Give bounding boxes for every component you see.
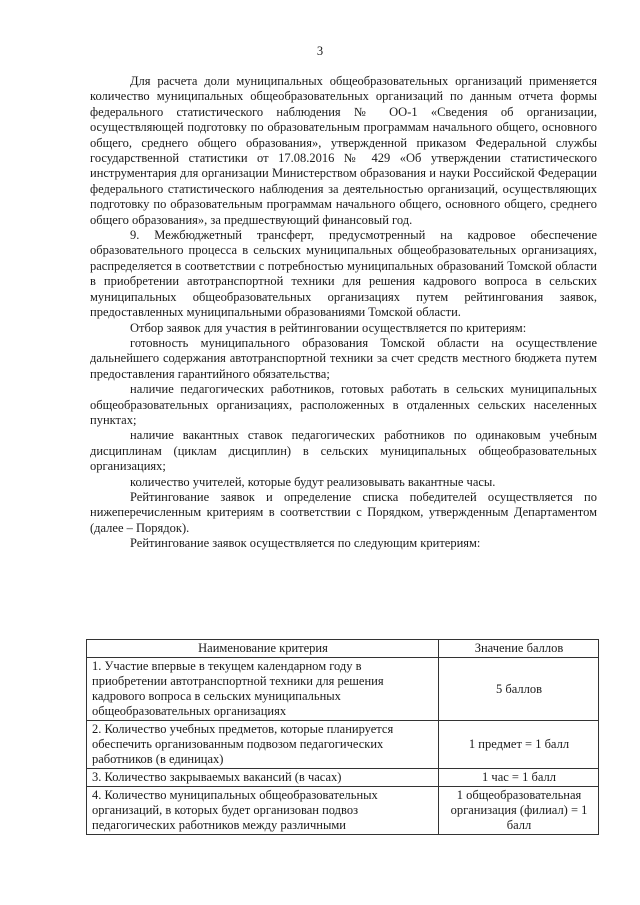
table-row: [87, 769, 599, 787]
paragraph-criterion-vacancies: наличие вакантных ставок педагогических работников по одинаковым учебным дисциплинам (циклам дисциплин) в сельских муниципальных общеобразовательных организациях;: [90, 428, 597, 474]
score-cell: 1 час = 1 балл: [439, 769, 599, 787]
criterion-cell: 2. Количество учебных предметов, которые планируется обеспечить организованным подвозом педагогических работников (в единицах): [87, 721, 439, 769]
criterion-cell: 3. Количество закрываемых вакансий (в часах): [87, 769, 439, 787]
paragraph-criterion-readiness: готовность муниципального образования Томской области на осуществление дальнейшего содержания автотранспортной техники за счет средств местного бюджета путем предоставления гарантийного обязательства;: [90, 335, 597, 381]
paragraph-share-calculation: Для расчета доли муниципальных общеобразовательных организаций применяется количество муниципальных общеобразовательных организаций по данным отчета формы федерального статистического наблюдения № ОО-1 «Сведения об организации, осуществляющей подготовку по образовательным программам начального общего, основного общего, среднего общего образования», утвержденной приказом Федеральной службы государственной статистики от 17.08.2016 № 429 «Об утверждении статистического инструментария для организации Министерством образования и науки Российской Федерации федерального статистического наблюдения за деятельностью организаций, осуществляющих подготовку по образовательным программам начального общего, основного общего, среднего общего образования», за предшествующий финансовый год.: [90, 74, 597, 227]
table-row: [87, 721, 599, 769]
paragraph-ranking-procedure: Рейтингование заявок и определение списка победителей осуществляется по нижеперечисленным критериям в соответствии с Порядком, утвержденным Департаментом (далее – Порядок).: [90, 489, 597, 535]
table-header-row: [87, 640, 599, 658]
score-cell: 1 предмет = 1 балл: [439, 721, 599, 769]
paragraph-ranking-criteria-intro: Рейтингование заявок осуществляется по следующим критериям:: [130, 536, 481, 551]
header-score-value: Значение баллов: [439, 640, 599, 658]
score-cell: 1 общеобразовательная организация (филиал) = 1 балл: [439, 787, 599, 835]
table-row: [87, 658, 599, 721]
score-cell: 5 баллов: [439, 658, 599, 721]
header-criterion-name: Наименование критерия: [87, 640, 439, 658]
document-body: [90, 74, 597, 552]
page-number: 3: [316, 44, 324, 58]
criteria-table: [86, 639, 599, 835]
criteria-table-container: [86, 639, 598, 835]
criterion-cell: 4. Количество муниципальных общеобразовательных организаций, в которых будет организован подвоз педагогических работников между различными: [87, 787, 439, 835]
paragraph-selection-criteria-intro: Отбор заявок для участия в рейтинговании осуществляется по критериям:: [130, 320, 527, 335]
criterion-cell: 1. Участие впервые в текущем календарном году в приобретении автотранспортной техники для решения кадрового вопроса в сельских муниципальных общеобразовательных организациях: [87, 658, 439, 721]
paragraph-criterion-teachers-available: наличие педагогических работников, готовых работать в сельских муниципальных общеобразовательных организациях, расположенных в отдаленных сельских населенных пунктах;: [90, 382, 597, 427]
table-row: [87, 787, 599, 835]
paragraph-criterion-teacher-count: количество учителей, которые будут реализовывать вакантные часы.: [130, 474, 496, 489]
paragraph-interbudget-transfer: 9. Межбюджетный трансферт, предусмотренный на кадровое обеспечение образовательного процесса в сельских муниципальных общеобразовательных организациях, распределяется в соответствии с потребностью муниципальных образований Томской области в приобретении автотранспортной техники для решения кадрового вопроса в сельских муниципальных общеобразовательных организациях путем рейтингования заявок, предоставленных муниципальными образованиями Томской области.: [90, 228, 597, 320]
